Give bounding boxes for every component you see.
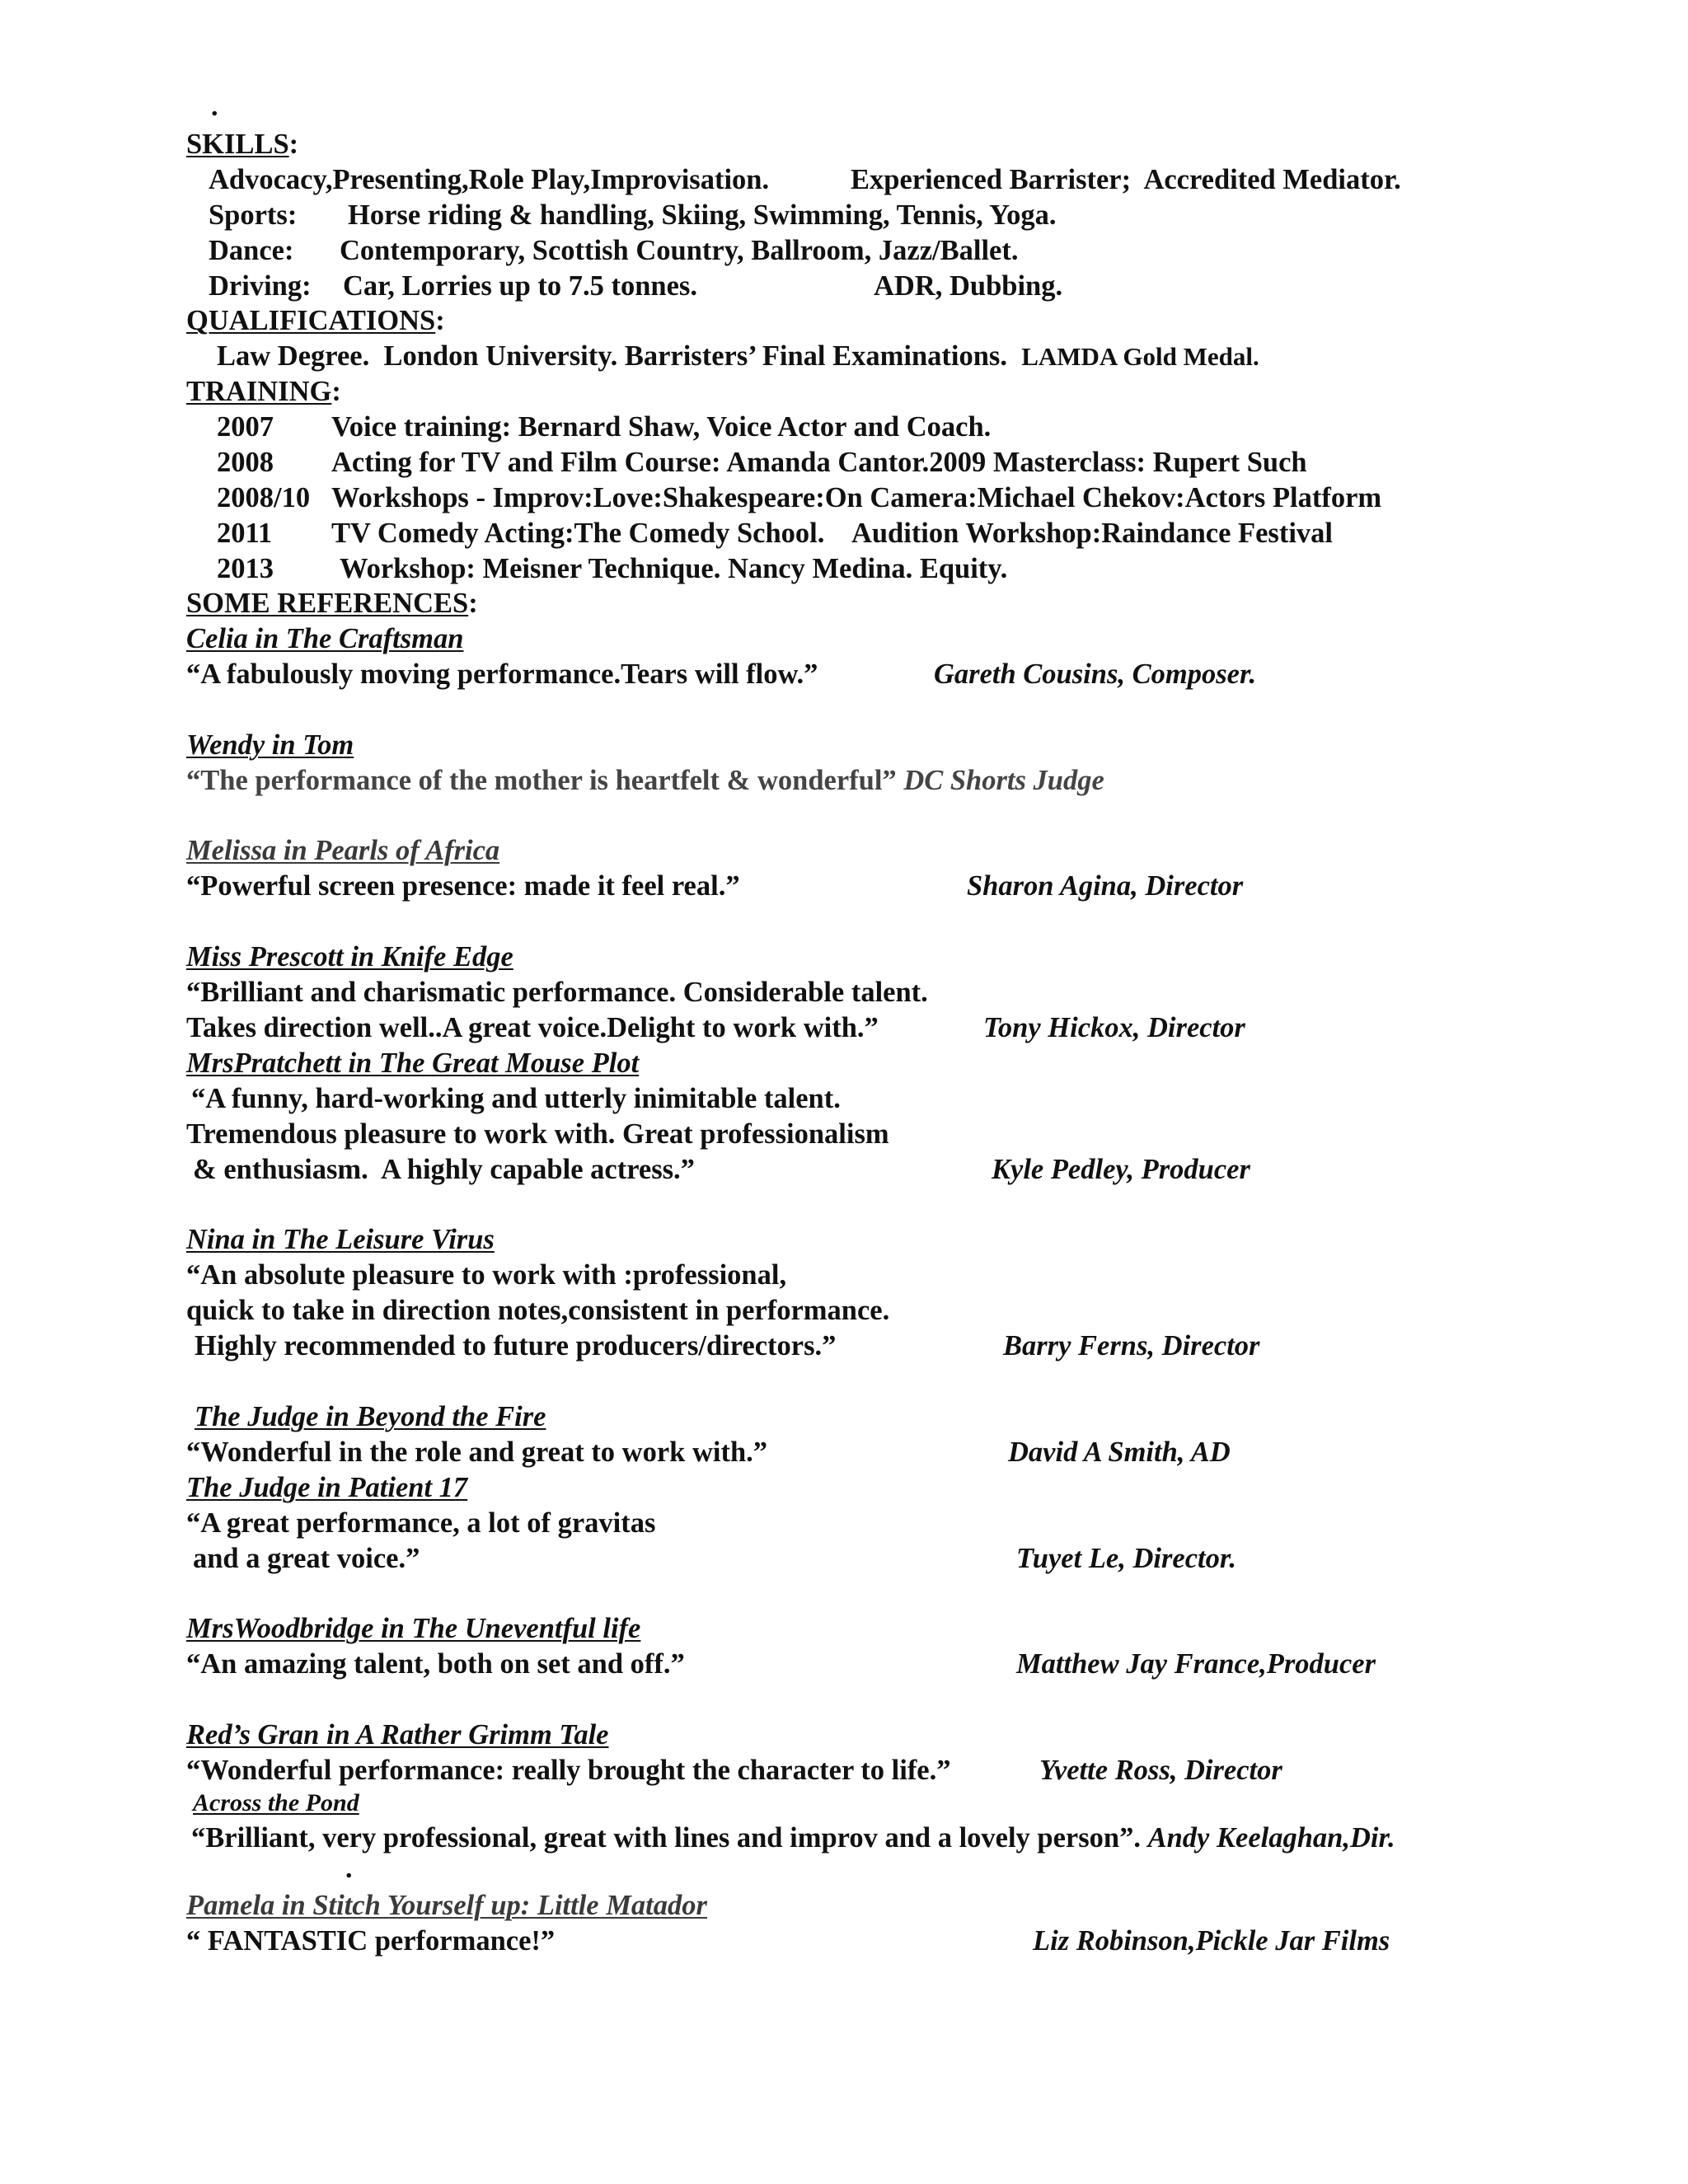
reference-title: Pamela in Stitch Yourself up: Little Matador <box>186 1890 707 1921</box>
reference-quote: “Brilliant, very professional, great with lines and improv and a lovely person”. <box>191 1822 1141 1854</box>
reference-quote: “Brilliant and charismatic performance. Considerable talent. <box>186 977 928 1008</box>
training-year: 2008/10 <box>217 482 311 513</box>
dance-value: Contemporary, Scottish Country, Ballroom, Jazz/Ballet. <box>340 235 1019 266</box>
reference-quote: Takes direction well..A great voice.Delight to work with.” <box>186 1012 879 1043</box>
reference-attribution: Kyle Pedley, Producer <box>992 1154 1250 1185</box>
reference-quote: “Powerful screen presence: made it feel real.” <box>186 870 740 902</box>
training-colon: : <box>331 376 341 407</box>
training-text: Workshop: Meisner Technique. Nancy Medina. Equity. <box>340 553 1008 584</box>
references-heading-line <box>186 587 478 620</box>
training-text: Workshops - Improv:Love:Shakespeare:On Camera:Michael Chekov:Actors Platform <box>331 482 1382 513</box>
reference-quote: “A fabulously moving performance.Tears will flow.” <box>186 658 818 690</box>
reference-quote-line <box>186 764 1104 797</box>
reference-quote: “ FANTASTIC performance!” <box>186 1925 556 1957</box>
reference-attribution: Matthew Jay France,Producer <box>1016 1648 1376 1680</box>
references-colon: : <box>468 588 478 619</box>
training-year: 2007 <box>217 411 274 443</box>
skills-line-1: Advocacy,Presenting,Role Play,Improvisation. <box>209 164 770 195</box>
training-year: 2011 <box>217 518 273 549</box>
reference-quote-line <box>191 1821 1395 1854</box>
reference-title: MrsPratchett in The Great Mouse Plot <box>186 1047 640 1079</box>
reference-title: Miss Prescott in Knife Edge <box>186 941 513 972</box>
reference-attribution: Sharon Agina, Director <box>967 870 1244 902</box>
skills-heading: SKILLS <box>186 129 289 160</box>
training-heading: TRAINING <box>186 376 332 407</box>
reference-quote: “The performance of the mother is heartfelt & wonderful” <box>186 765 897 796</box>
driving-label: Driving: <box>209 270 312 302</box>
reference-quote: “Wonderful performance: really brought the character to life.” <box>186 1755 951 1786</box>
sports-value: Horse riding & handling, Skiing, Swimming, Tennis, Yoga. <box>348 199 1057 231</box>
training-text: Voice training: Bernard Shaw, Voice Actor and Coach. <box>331 411 992 443</box>
reference-attribution: Liz Robinson,Pickle Jar Films <box>1033 1925 1390 1957</box>
top-dot: . <box>211 91 218 122</box>
reference-attribution: Tony Hickox, Director <box>983 1012 1245 1043</box>
driving-value: Car, Lorries up to 7.5 tonnes. <box>343 270 697 302</box>
training-year: 2008 <box>217 447 274 478</box>
reference-quote: “An amazing talent, both on set and off.” <box>186 1648 685 1680</box>
qualifications-heading-line <box>186 304 445 337</box>
reference-title: Celia in The Craftsman <box>186 623 464 654</box>
reference-attribution: Gareth Cousins, Composer. <box>934 658 1257 690</box>
reference-title: Wendy in Tom <box>186 729 354 761</box>
training-year: 2013 <box>217 553 274 584</box>
reference-quote: Tremendous pleasure to work with. Great professionalism <box>186 1118 889 1150</box>
skills-line-1b: Experienced Barrister; Accredited Mediator. <box>851 164 1401 195</box>
references-heading: SOME REFERENCES <box>186 588 469 619</box>
reference-quote: “An absolute pleasure to work with :professional, <box>186 1259 787 1291</box>
reference-quote: and a great voice.” <box>193 1543 420 1574</box>
qualifications-degree: Law Degree. London University. Barristers’ Final Examinations. <box>217 340 1007 372</box>
reference-title: Nina in The Leisure Virus <box>186 1224 495 1255</box>
driving-extra: ADR, Dubbing. <box>874 270 1063 302</box>
reference-quote: quick to take in direction notes,consistent in performance. <box>186 1295 890 1326</box>
qualifications-text <box>217 340 1259 373</box>
reference-quote: Highly recommended to future producers/directors.” <box>195 1330 837 1361</box>
reference-title: Across the Pond <box>193 1789 359 1816</box>
skills-colon: : <box>288 129 299 160</box>
reference-title: MrsWoodbridge in The Uneventful life <box>186 1613 641 1644</box>
reference-quote: & enthusiasm. A highly capable actress.” <box>193 1154 695 1185</box>
training-text: Acting for TV and Film Course: Amanda Cantor.2009 Masterclass: Rupert Such <box>331 447 1307 478</box>
reference-title: Red’s Gran in A Rather Grimm Tale <box>186 1719 609 1750</box>
qualifications-medal: LAMDA Gold Medal. <box>1021 342 1259 371</box>
reference-attribution: Tuyet Le, Director. <box>1016 1543 1236 1574</box>
training-text: TV Comedy Acting:The Comedy School. Audition Workshop:Raindance Festival <box>331 518 1333 549</box>
reference-quote: “A great performance, a lot of gravitas <box>186 1507 656 1539</box>
reference-quote: “A funny, hard-working and utterly inimitable talent. <box>191 1083 841 1114</box>
training-heading-line <box>186 375 341 408</box>
skills-heading-line <box>186 128 298 161</box>
reference-title: Melissa in Pearls of Africa <box>186 835 500 866</box>
reference-attribution: Yvette Ross, Director <box>1039 1755 1282 1786</box>
mid-dot: . <box>345 1854 353 1884</box>
reference-attribution: Andy Keelaghan,Dir. <box>1147 1822 1395 1854</box>
sports-label: Sports: <box>209 199 298 231</box>
reference-attribution: Barry Ferns, Director <box>1003 1330 1260 1361</box>
qualifications-colon: : <box>435 305 445 336</box>
reference-attribution: DC Shorts Judge <box>903 765 1104 796</box>
qualifications-heading: QUALIFICATIONS <box>186 305 436 336</box>
reference-quote: “Wonderful in the role and great to work with.” <box>186 1436 768 1468</box>
reference-title: The Judge in Beyond the Fire <box>195 1401 546 1432</box>
reference-title: The Judge in Patient 17 <box>186 1472 468 1503</box>
dance-label: Dance: <box>209 235 294 266</box>
reference-attribution: David A Smith, AD <box>1008 1436 1231 1468</box>
